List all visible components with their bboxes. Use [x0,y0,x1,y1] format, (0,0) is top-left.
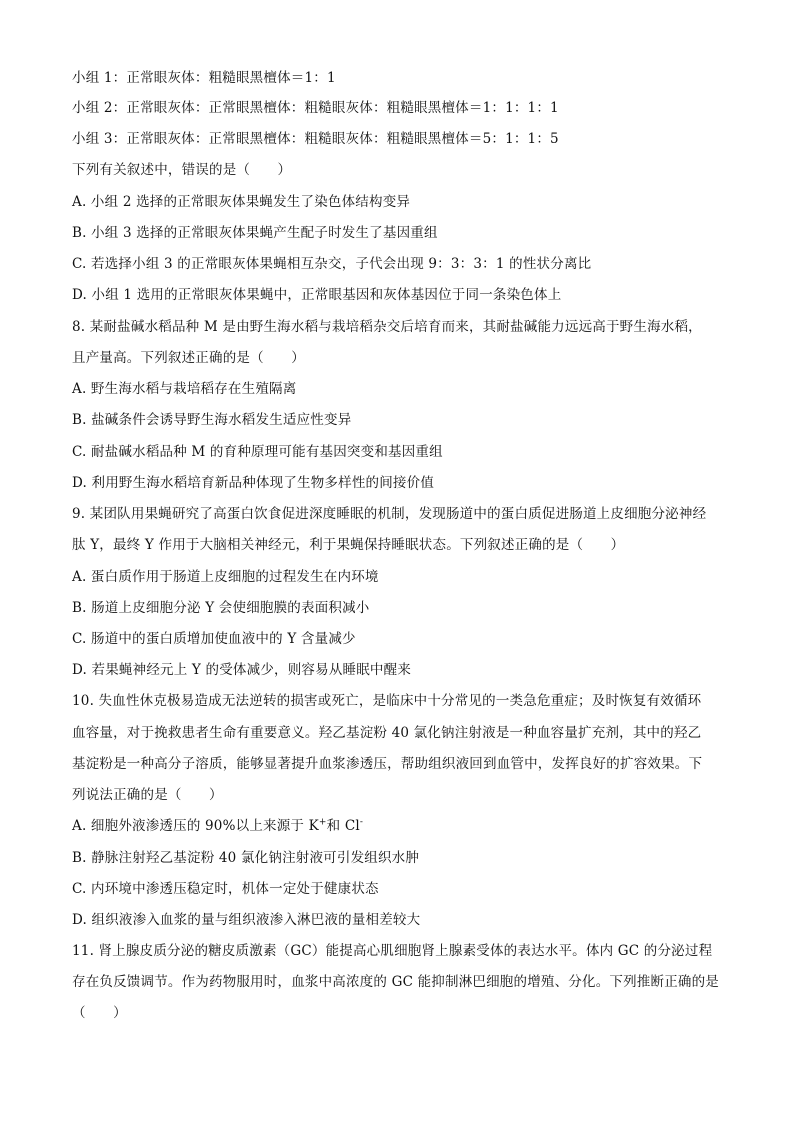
q9-option-d: D. 若果蝇神经元上 Y 的受体减少，则容易从睡眠中醒来 [72,662,412,678]
option-d: D. 小组 1 选用的正常眼灰体果蝇中，正常眼基因和灰体基因位于同一条染色体上 [72,287,562,303]
option-a: A. 小组 2 选择的正常眼灰体果蝇发生了染色体结构变异 [72,194,411,210]
q10-stem-line1: 10. 失血性休克极易造成无法逆转的损害或死亡，是临床中十分常见的一类急危重症；及时恢复有效循环 [72,693,702,709]
chloride-charge: - [359,817,364,828]
q10-option-a-text: A. 细胞外液渗透压的 90%以上来源于 K [72,818,319,834]
q10-stem-line4: 列说法正确的是（ ） [72,787,223,803]
option-b: B. 小组 3 选择的正常眼灰体果蝇产生配子时发生了基因重组 [72,225,438,241]
q11-stem-line1: 11. 肾上腺皮质分泌的糖皮质激素（GC）能提高心肌细胞肾上腺素受体的表达水平。体内 GC 的分泌过程 [72,943,713,959]
option-c: C. 若选择小组 3 的正常眼灰体果蝇相互杂交，子代会出现 9：3：3：1 的性状分离比 [72,256,592,272]
q9-option-a: A. 蛋白质作用于肠道上皮细胞的过程发生在内环境 [72,569,379,585]
q10-stem-line3: 基淀粉是一种高分子溶质，能够显著提升血浆渗透压，帮助组织液回到血管中，发挥良好的扩容效果。下 [72,756,703,772]
group3-result: 小组 3：正常眼灰体：正常眼黑檀体：粗糙眼灰体：粗糙眼黑檀体＝5：1：1：5 [72,131,559,147]
group1-result: 小组 1：正常眼灰体：粗糙眼黑檀体＝1：1 [72,70,336,86]
q10-stem-line2: 血容量，对于挽救患者生命有重要意义。羟乙基淀粉 40 氯化钠注射液是一种血容量扩充剂，其中的羟乙 [72,725,702,741]
q9-stem-line1: 9. 某团队用果蝇研究了高蛋白饮食促进深度睡眠的机制，发现肠道中的蛋白质促进肠道上皮细胞分泌神经 [72,506,707,522]
q8-option-c: C. 耐盐碱水稻品种 M 的育种原理可能有基因突变和基因重组 [72,444,443,460]
q9-option-b: B. 肠道上皮细胞分泌 Y 会使细胞膜的表面积减小 [72,600,370,616]
q8-stem-line1: 8. 某耐盐碱水稻品种 M 是由野生海水稻与栽培稻杂交后培育而来，其耐盐碱能力远远高于野生海水稻， [72,319,702,335]
q9-stem-line2: 肽 Y，最终 Y 作用于大脑相关神经元，利于果蝇保持睡眠状态。下列叙述正确的是（ ） [72,537,625,553]
q11-stem-line2: 存在负反馈调节。作为药物服用时，血浆中高浓度的 GC 能抑制淋巴细胞的增殖、分化。下列推断正确的是 [72,974,719,990]
q10-option-c: C. 内环境中渗透压稳定时，机体一定处于健康状态 [72,881,379,897]
question-prompt: 下列有关叙述中，错误的是（ ） [72,162,292,178]
q9-option-c: C. 肠道中的蛋白质增加使血液中的 Y 含量减少 [72,631,356,647]
group2-result: 小组 2：正常眼灰体：正常眼黑檀体：粗糙眼灰体：粗糙眼黑檀体＝1：1：1：1 [72,100,559,116]
q8-option-d: D. 利用野生海水稻培育新品种体现了生物多样性的间接价值 [72,475,435,491]
q10-option-a [72,817,363,835]
q10-option-b: B. 静脉注射羟乙基淀粉 40 氯化钠注射液可引发组织水肿 [72,850,420,866]
q8-option-a: A. 野生海水稻与栽培稻存在生殖隔离 [72,381,297,397]
q10-option-d: D. 组织液渗入血浆的量与组织液渗入淋巴液的量相差较大 [72,912,421,928]
q11-stem-line3: （ ） [72,1005,127,1021]
q10-option-a-mid: 和 Cl [326,818,360,834]
q8-stem-line2: 且产量高。下列叙述正确的是（ ） [72,350,305,366]
potassium-charge: + [318,817,327,828]
q8-option-b: B. 盐碱条件会诱导野生海水稻发生适应性变异 [72,412,352,428]
